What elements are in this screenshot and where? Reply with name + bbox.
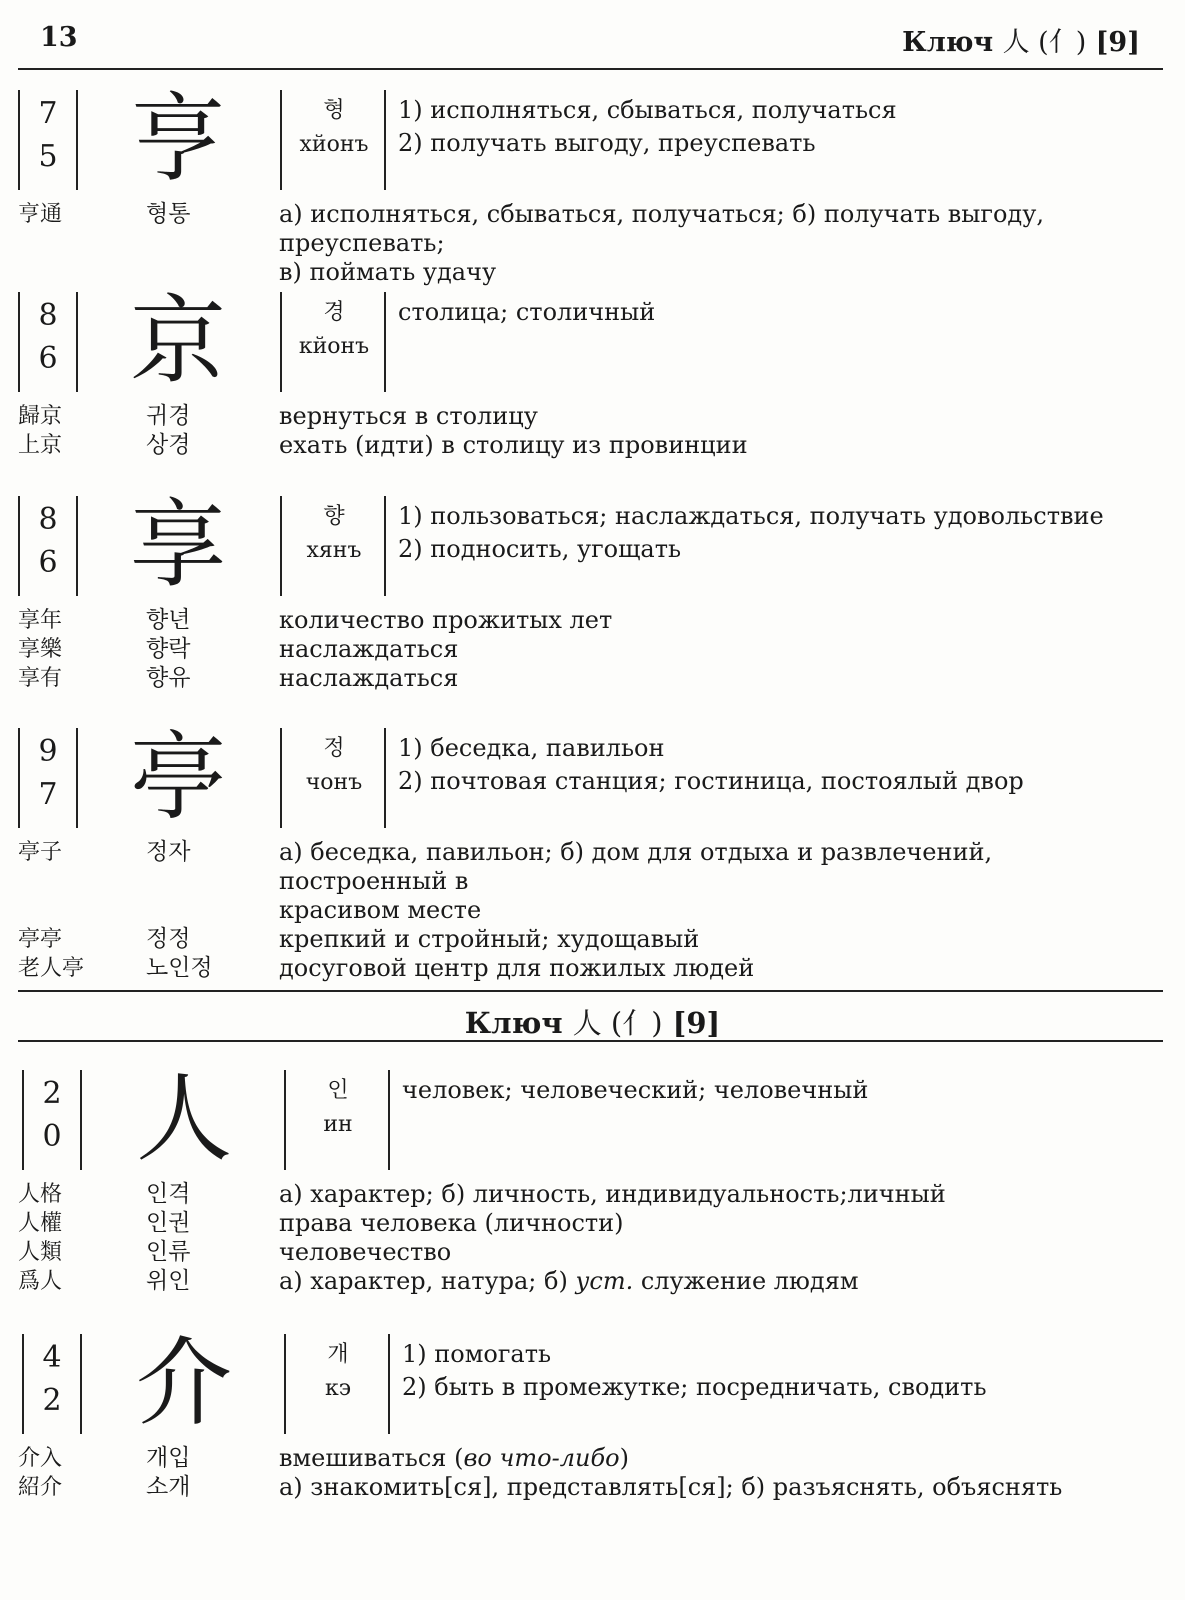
entry-bar-left	[22, 1334, 24, 1434]
meanings	[398, 732, 1024, 798]
compound-row	[18, 1209, 1163, 1238]
entry-bar-left	[18, 90, 20, 190]
compound-hanja: 享樂	[18, 637, 63, 662]
compound-korean: 형통	[146, 201, 191, 227]
meanings	[398, 94, 897, 160]
section-radical: 人 (亻)	[572, 1006, 663, 1040]
compound-hanja: 爲人	[18, 1269, 63, 1294]
meaning-line: 2) получать выгоду, преуспевать	[398, 129, 816, 157]
reading	[288, 1074, 388, 1142]
reading	[284, 94, 384, 162]
meanings	[402, 1338, 987, 1404]
meaning-line: столица; столичный	[398, 298, 656, 326]
translation-text: вмешиваться (	[279, 1444, 464, 1472]
compound-list	[18, 1444, 1163, 1502]
hangul-reading: 인	[327, 1078, 349, 1103]
compound-list	[18, 200, 1163, 287]
compound-translation: досуговой центр для пожилых людей	[279, 954, 755, 982]
entry-in	[18, 1063, 1163, 1295]
entry-head	[18, 721, 1163, 833]
compound-hanja: 老人亭	[18, 956, 85, 981]
compound-row	[18, 200, 1163, 287]
compound-korean: 위인	[146, 1268, 191, 1294]
entry-bar-reading-right	[384, 496, 386, 596]
entry-head	[18, 83, 1163, 195]
stroke-count-extra: 6	[38, 545, 58, 580]
section-rule-bottom	[18, 1040, 1163, 1042]
translation-text-cont: )	[619, 1444, 629, 1472]
hangul-reading: 정	[323, 736, 345, 761]
stroke-counts	[34, 1336, 70, 1422]
compound-korean: 노인정	[146, 955, 213, 981]
entry-bar-left	[18, 292, 20, 392]
compound-list	[18, 606, 1163, 693]
header-rule	[18, 68, 1163, 70]
entry-bar-reading-left	[284, 1334, 286, 1434]
stroke-counts	[34, 1072, 70, 1158]
compound-translation	[279, 1267, 1159, 1296]
hanja-character: 亨	[130, 83, 226, 195]
stroke-counts	[30, 730, 66, 816]
entry-bar-reading-right	[388, 1070, 390, 1170]
compound-korean: 인류	[146, 1239, 191, 1265]
compound-translation: наслаждаться	[279, 664, 459, 692]
compound-row	[18, 431, 1163, 460]
transliteration: хянъ	[306, 538, 362, 563]
reading	[284, 500, 384, 568]
entry-bar-reading-right	[388, 1334, 390, 1434]
translation-text-cont: красивом месте	[279, 896, 482, 924]
meaning-line: 2) подносить, угощать	[398, 535, 682, 563]
compound-hanja: 紹介	[18, 1475, 63, 1500]
compound-translation: а) характер; б) личность, индивидуальность;личный	[279, 1180, 946, 1208]
compound-translation: вернуться в столицу	[279, 402, 538, 430]
compound-translation: человечество	[279, 1238, 452, 1266]
entry-bar-reading-right	[384, 292, 386, 392]
compound-row	[18, 954, 1163, 983]
reading	[288, 1338, 388, 1406]
header-radical: 人 (亻)	[1002, 27, 1087, 58]
translation-text-cont: в) поймать удачу	[279, 258, 497, 286]
running-header	[902, 20, 1140, 59]
meaning-line: 1) беседка, павильон	[398, 734, 665, 762]
compound-hanja: 亭子	[18, 840, 63, 865]
compound-hanja: 人權	[18, 1211, 63, 1236]
hangul-reading: 형	[323, 98, 345, 123]
hangul-reading: 경	[323, 300, 345, 325]
compound-korean: 정정	[146, 926, 191, 952]
stroke-count-extra: 5	[38, 139, 58, 174]
transliteration: чонъ	[305, 770, 363, 795]
compound-row	[18, 838, 1163, 925]
stroke-count-extra: 7	[38, 777, 58, 812]
entry-bar-mid	[76, 90, 78, 190]
compound-korean: 정자	[146, 839, 191, 865]
header-stroke-count: [9]	[1095, 27, 1140, 58]
entry-head	[18, 489, 1163, 601]
compound-hanja: 亨通	[18, 202, 63, 227]
translation-abbrev: уст.	[575, 1267, 634, 1295]
hangul-reading: 개	[327, 1342, 349, 1367]
compound-korean: 상경	[146, 432, 191, 458]
compound-list	[18, 838, 1163, 983]
entry-head	[18, 1327, 1163, 1439]
compound-row	[18, 925, 1163, 954]
translation-text: а) характер, натура; б)	[279, 1267, 568, 1295]
stroke-count-total: 8	[38, 502, 58, 537]
compound-translation: наслаждаться	[279, 635, 459, 663]
entry-bar-reading-right	[384, 90, 386, 190]
compound-hanja: 介入	[18, 1446, 63, 1471]
translation-abbrev: во что-либо	[463, 1444, 620, 1472]
meaning-line: 2) быть в промежутке; посредничать, сводить	[402, 1373, 987, 1401]
entry-bar-mid	[76, 496, 78, 596]
entry-bar-left	[18, 496, 20, 596]
meaning-line: 1) исполняться, сбываться, получаться	[398, 96, 897, 124]
compound-row	[18, 664, 1163, 693]
compound-korean: 개입	[146, 1445, 191, 1471]
compound-row	[18, 1238, 1163, 1267]
hanja-character: 享	[130, 489, 226, 601]
stroke-counts	[30, 92, 66, 178]
stroke-count-total: 2	[42, 1076, 62, 1111]
entry-bar-reading-left	[280, 292, 282, 392]
entry-bar-reading-left	[280, 90, 282, 190]
page-number: 13	[40, 22, 78, 53]
hanja-character: 京	[130, 285, 226, 397]
entry-bar-reading-left	[284, 1070, 286, 1170]
compound-korean: 인격	[146, 1181, 191, 1207]
compound-row	[18, 1444, 1163, 1473]
entry-head	[18, 1063, 1163, 1175]
compound-hanja: 亭亭	[18, 927, 63, 952]
entry-bar-left	[22, 1070, 24, 1170]
compound-translation: ехать (идти) в столицу из провинции	[279, 431, 748, 459]
stroke-count-total: 8	[38, 298, 58, 333]
entry-hyong	[18, 83, 1163, 286]
transliteration: кэ	[324, 1376, 352, 1401]
compound-korean: 향유	[146, 665, 191, 691]
transliteration: кйонъ	[298, 334, 370, 359]
compound-hanja: 上京	[18, 433, 63, 458]
header-key-word: Ключ	[902, 27, 994, 58]
section-stroke-count: [9]	[672, 1006, 721, 1040]
meanings	[398, 500, 1104, 566]
transliteration: ин	[323, 1112, 353, 1137]
hanja-character: 人	[136, 1063, 232, 1175]
entry-chong	[18, 721, 1163, 982]
compound-translation: а) знакомить[ся], представлять[ся]; б) разъяснять, объяснять	[279, 1473, 1063, 1501]
translation-text: а) беседка, павильон; б) дом для отдыха и развлечений, построенный в	[279, 838, 993, 895]
meaning-line: 1) пользоваться; наслаждаться, получать удовольствие	[398, 502, 1104, 530]
section-title	[0, 1001, 1185, 1042]
entry-bar-reading-left	[280, 496, 282, 596]
entry-bar-mid	[76, 292, 78, 392]
meaning-line: 2) почтовая станция; гостиница, постоялый двор	[398, 767, 1024, 795]
hanja-character: 介	[136, 1327, 232, 1439]
stroke-count-total: 4	[42, 1340, 62, 1375]
reading	[284, 296, 384, 364]
compound-korean: 향락	[146, 636, 191, 662]
stroke-count-extra: 2	[42, 1383, 62, 1418]
compound-hanja: 人格	[18, 1182, 63, 1207]
meanings	[398, 296, 655, 329]
compound-translation: количество прожитых лет	[279, 606, 613, 634]
entry-bar-reading-left	[280, 728, 282, 828]
hanja-character: 亭	[130, 721, 226, 833]
section-key-word: Ключ	[464, 1006, 563, 1040]
entry-bar-mid	[76, 728, 78, 828]
compound-korean: 소개	[146, 1474, 191, 1500]
entry-bar-left	[18, 728, 20, 828]
compound-korean: 귀경	[146, 403, 191, 429]
compound-row	[18, 1267, 1163, 1296]
stroke-count-total: 9	[38, 734, 58, 769]
compound-row	[18, 606, 1163, 635]
translation-text-cont: служение людям	[640, 1267, 859, 1295]
compound-translation: права человека (личности)	[279, 1209, 624, 1237]
compound-translation	[279, 200, 1159, 287]
meaning-line: 1) помогать	[402, 1340, 552, 1368]
stroke-counts	[30, 294, 66, 380]
entry-bar-mid	[80, 1070, 82, 1170]
compound-translation	[279, 1444, 1159, 1473]
entry-hyang	[18, 489, 1163, 692]
compound-list	[18, 1180, 1163, 1296]
compound-translation: крепкий и стройный; худощавый	[279, 925, 700, 953]
compound-list	[18, 402, 1163, 460]
compound-korean: 향년	[146, 607, 191, 633]
compound-row	[18, 635, 1163, 664]
compound-hanja: 歸京	[18, 404, 63, 429]
compound-hanja: 享有	[18, 666, 63, 691]
transliteration: хйонъ	[299, 132, 369, 157]
entry-bar-reading-right	[384, 728, 386, 828]
compound-row	[18, 1180, 1163, 1209]
compound-row	[18, 1473, 1163, 1502]
compound-hanja: 人類	[18, 1240, 63, 1265]
stroke-counts	[30, 498, 66, 584]
entry-kyong	[18, 285, 1163, 459]
meaning-line: человек; человеческий; человечный	[402, 1076, 869, 1104]
section-rule-top	[18, 990, 1163, 992]
reading	[284, 732, 384, 800]
stroke-count-extra: 6	[38, 341, 58, 376]
meanings	[402, 1074, 868, 1107]
compound-hanja: 享年	[18, 608, 63, 633]
compound-row	[18, 402, 1163, 431]
translation-text: а) исполняться, сбываться, получаться; б) получать выгоду, преуспевать;	[279, 200, 1044, 257]
hangul-reading: 향	[323, 504, 345, 529]
compound-korean: 인권	[146, 1210, 191, 1236]
compound-translation	[279, 838, 1159, 925]
entry-ke	[18, 1327, 1163, 1501]
entry-bar-mid	[80, 1334, 82, 1434]
stroke-count-extra: 0	[42, 1119, 62, 1154]
stroke-count-total: 7	[38, 96, 58, 131]
entry-head	[18, 285, 1163, 397]
